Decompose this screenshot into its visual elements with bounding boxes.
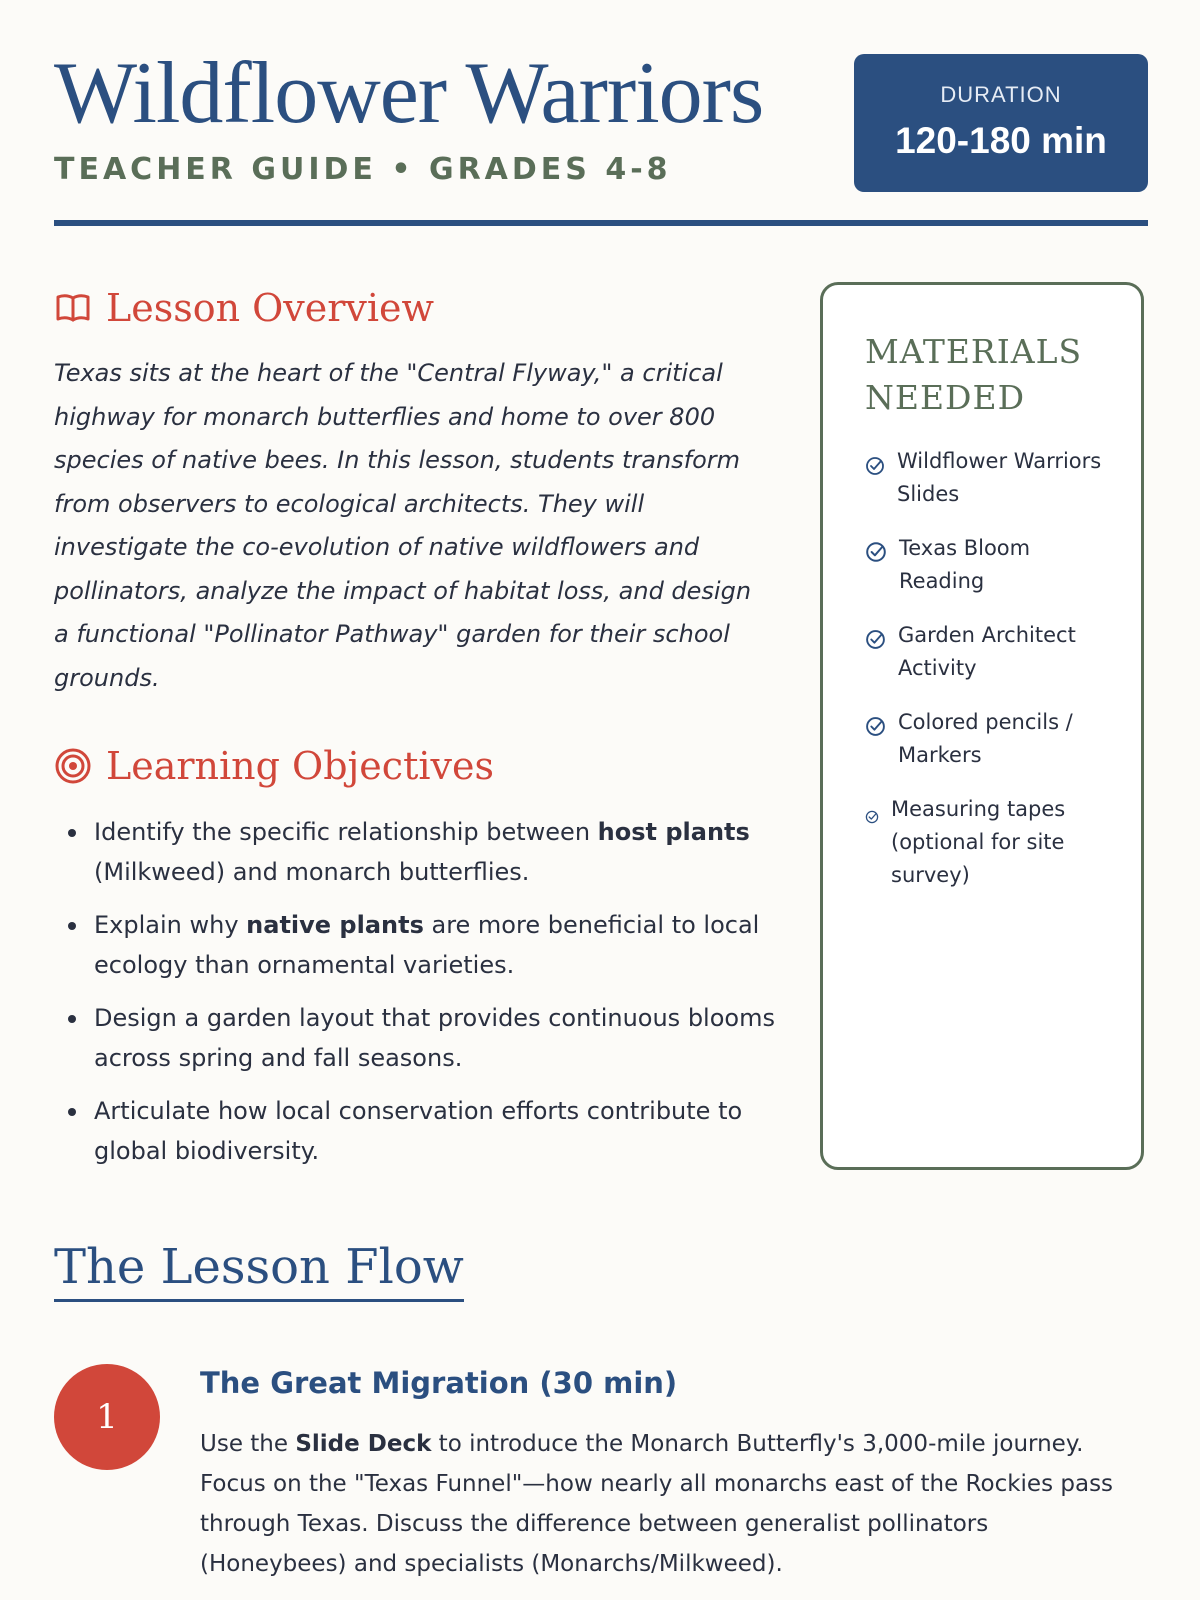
check-circle-icon [865,801,879,834]
objective-keyword: native plants [246,911,424,939]
objective-keyword: host plants [597,818,750,846]
step-number-badge: 1 [54,1364,160,1470]
material-label: Texas Bloom Reading [899,536,1031,593]
material-item [865,793,1115,892]
materials-title: MATERIALS NEEDED [865,332,1083,417]
step-description [200,1424,1130,1584]
step-keyword: Slide Deck [295,1431,432,1457]
duration-badge [854,54,1148,192]
objective-text: are more beneficial to local ecology than ornamental varieties. [94,911,760,979]
page-subtitle: TEACHER GUIDE • GRADES 4-8 [54,152,672,187]
check-circle-icon [865,453,885,486]
objective-text: Identify the specific relationship between [94,818,598,846]
check-circle-icon [865,627,886,660]
page-header [54,45,1148,228]
step-text: Use the [200,1431,296,1457]
duration-value: 120-180 min [895,120,1107,161]
objective-item [94,998,814,1078]
learning-objectives-heading [54,744,494,788]
learning-objectives-title: Learning Objectives [106,744,494,788]
check-circle-icon [865,540,887,573]
material-item [865,706,1115,772]
material-label: Garden Architect Activity [898,623,1076,680]
objective-item [94,812,814,892]
material-label: Wildflower Warriors Slides [897,449,1102,506]
header-divider [54,220,1148,226]
page-title: Wildflower Warriors [54,45,764,142]
duration-label: DURATION [940,82,1062,107]
lesson-flow-heading: The Lesson Flow [54,1240,464,1302]
objective-text: Design a garden layout that provides continuous blooms across spring and fall seasons. [94,1004,775,1072]
target-icon [54,747,92,785]
lesson-overview-text: Texas sits at the heart of the "Central Flyway," a critical highway for monarch butterflies and home to over 800 species of native bees. In this lesson, students transform from observers to ecological architects. They will investigate the co-evolution of native wildflowers and pollinators, analyze the impact of habitat loss, and design a functional "Pollinator Pathway" garden for their school grounds. [54,359,752,692]
materials-card [820,282,1144,1170]
objective-text: (Milkweed) and monarch butterflies. [94,858,530,886]
material-item [865,532,1115,598]
objective-item [94,905,814,985]
objective-item [94,1091,814,1171]
lesson-overview-title: Lesson Overview [106,286,435,330]
lesson-overview-heading [54,286,434,330]
check-circle-icon [865,714,886,747]
step-text: to introduce the Monarch Butterfly's 3,000-mile journey. Focus on the "Texas Funnel"—how nearly all monarchs east of the Rockies pass through Texas. Discuss the difference between generalist pollinators (Honeybees) and specialists (Monarchs/Milkweed). [200,1431,1114,1577]
objective-text: Explain why [94,911,247,939]
materials-list [865,445,1115,913]
objectives-list [54,812,814,1184]
material-item [865,619,1115,685]
objective-text: Articulate how local conservation efforts contribute to global biodiversity. [94,1097,743,1165]
open-book-icon [54,289,92,327]
step-title: The Great Migration (30 min) [200,1366,678,1400]
material-label: Measuring tapes (optional for site survey) [891,797,1066,887]
material-label: Colored pencils / Markers [898,710,1073,767]
material-item [865,445,1115,511]
